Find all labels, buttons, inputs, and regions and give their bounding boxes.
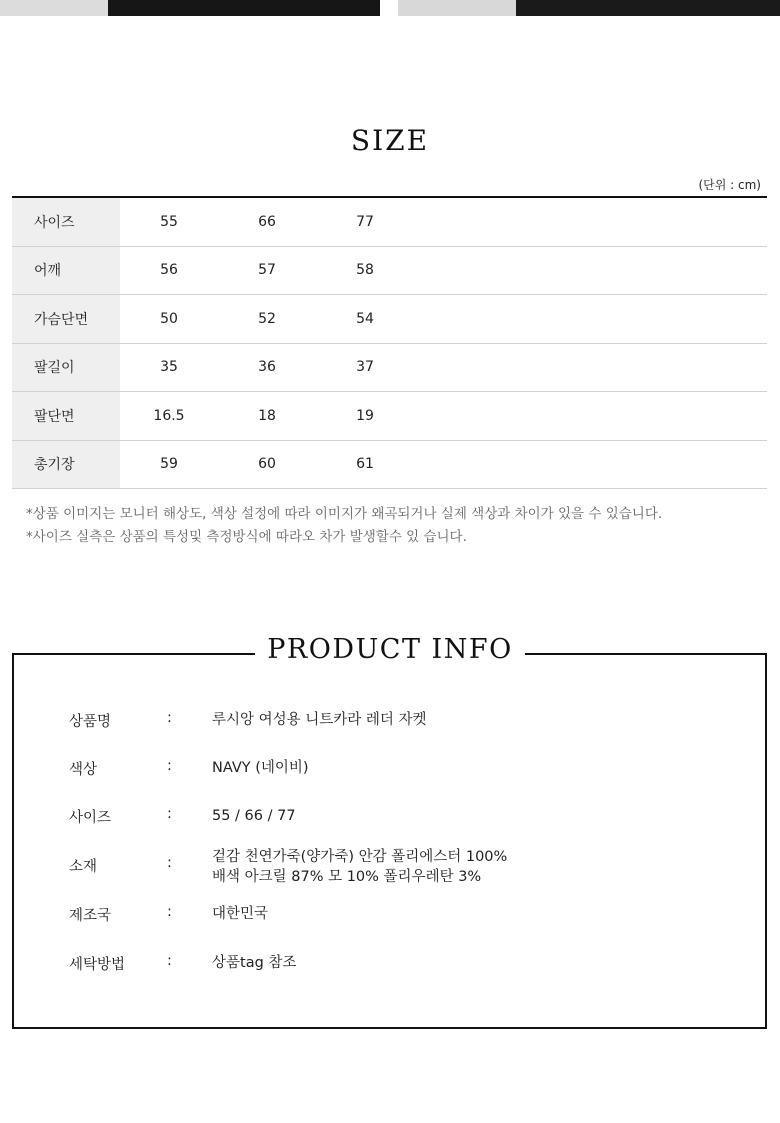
- table-cell: 16.5: [120, 392, 218, 441]
- info-separator: :: [167, 855, 172, 871]
- table-cell-empty: [414, 343, 767, 392]
- info-value: 겉감 천연가죽(양가죽) 안감 폴리에스터 100%: [212, 849, 508, 865]
- table-cell: 77: [316, 197, 414, 246]
- info-separator: :: [167, 904, 172, 920]
- row-label: 어깨: [12, 246, 120, 295]
- row-label: 사이즈: [12, 197, 120, 246]
- table-cell-empty: [414, 295, 767, 344]
- info-key: 세탁방법: [69, 957, 126, 973]
- table-cell: 37: [316, 343, 414, 392]
- note-line: *상품 이미지는 모니터 해상도, 색상 설정에 따라 이미지가 왜곡되거나 실제 색상과 차이가 있을 수 있습니다.: [26, 506, 663, 522]
- table-row: [12, 440, 767, 489]
- table-cell-empty: [414, 197, 767, 246]
- info-value: NAVY (네이비): [212, 760, 309, 776]
- table-cell: 56: [120, 246, 218, 295]
- table-cell: 60: [218, 440, 316, 489]
- table-row: [12, 246, 767, 295]
- table-row: [12, 197, 767, 246]
- size-notes: [26, 503, 662, 549]
- table-cell: 59: [120, 440, 218, 489]
- table-cell: 57: [218, 246, 316, 295]
- table-cell: 54: [316, 295, 414, 344]
- table-cell-empty: [414, 440, 767, 489]
- table-cell: 35: [120, 343, 218, 392]
- size-table: [12, 196, 767, 489]
- size-unit-label: (단위 : cm): [698, 178, 761, 192]
- table-cell: 18: [218, 392, 316, 441]
- row-label: 가슴단면: [12, 295, 120, 344]
- product-photo-right: [398, 0, 780, 16]
- table-row: [12, 392, 767, 441]
- info-key: 색상: [69, 762, 98, 778]
- info-separator: :: [167, 806, 172, 822]
- size-section-title: SIZE: [350, 124, 430, 157]
- info-key: 제조국: [69, 908, 112, 924]
- info-separator: :: [167, 758, 172, 774]
- table-cell-empty: [414, 246, 767, 295]
- table-cell: 66: [218, 197, 316, 246]
- product-photo-left: [0, 0, 380, 16]
- row-label: 총기장: [12, 440, 120, 489]
- table-cell: 19: [316, 392, 414, 441]
- row-label: 팔길이: [12, 343, 120, 392]
- table-cell: 61: [316, 440, 414, 489]
- table-row: [12, 343, 767, 392]
- note-line: *사이즈 실측은 상품의 특성및 측정방식에 따라오 차가 발생할수 있 습니다.: [26, 529, 467, 545]
- table-cell-empty: [414, 392, 767, 441]
- info-key: 사이즈: [69, 810, 112, 826]
- table-row: [12, 295, 767, 344]
- info-value: 상품tag 참조: [212, 955, 297, 971]
- table-cell: 36: [218, 343, 316, 392]
- product-info-title: PRODUCT INFO: [255, 634, 525, 665]
- table-cell: 52: [218, 295, 316, 344]
- table-cell: 55: [120, 197, 218, 246]
- info-value-line2: 배색 아크릴 87% 모 10% 폴리우레탄 3%: [212, 869, 482, 885]
- info-value: 루시앙 여성용 니트카라 레더 자켓: [212, 712, 427, 728]
- info-separator: :: [167, 710, 172, 726]
- row-label: 팔단면: [12, 392, 120, 441]
- info-key: 상품명: [69, 714, 112, 730]
- table-cell: 58: [316, 246, 414, 295]
- info-separator: :: [167, 953, 172, 969]
- info-value: 대한민국: [212, 906, 269, 922]
- info-key: 소재: [69, 859, 98, 875]
- info-value: 55 / 66 / 77: [212, 808, 296, 824]
- table-cell: 50: [120, 295, 218, 344]
